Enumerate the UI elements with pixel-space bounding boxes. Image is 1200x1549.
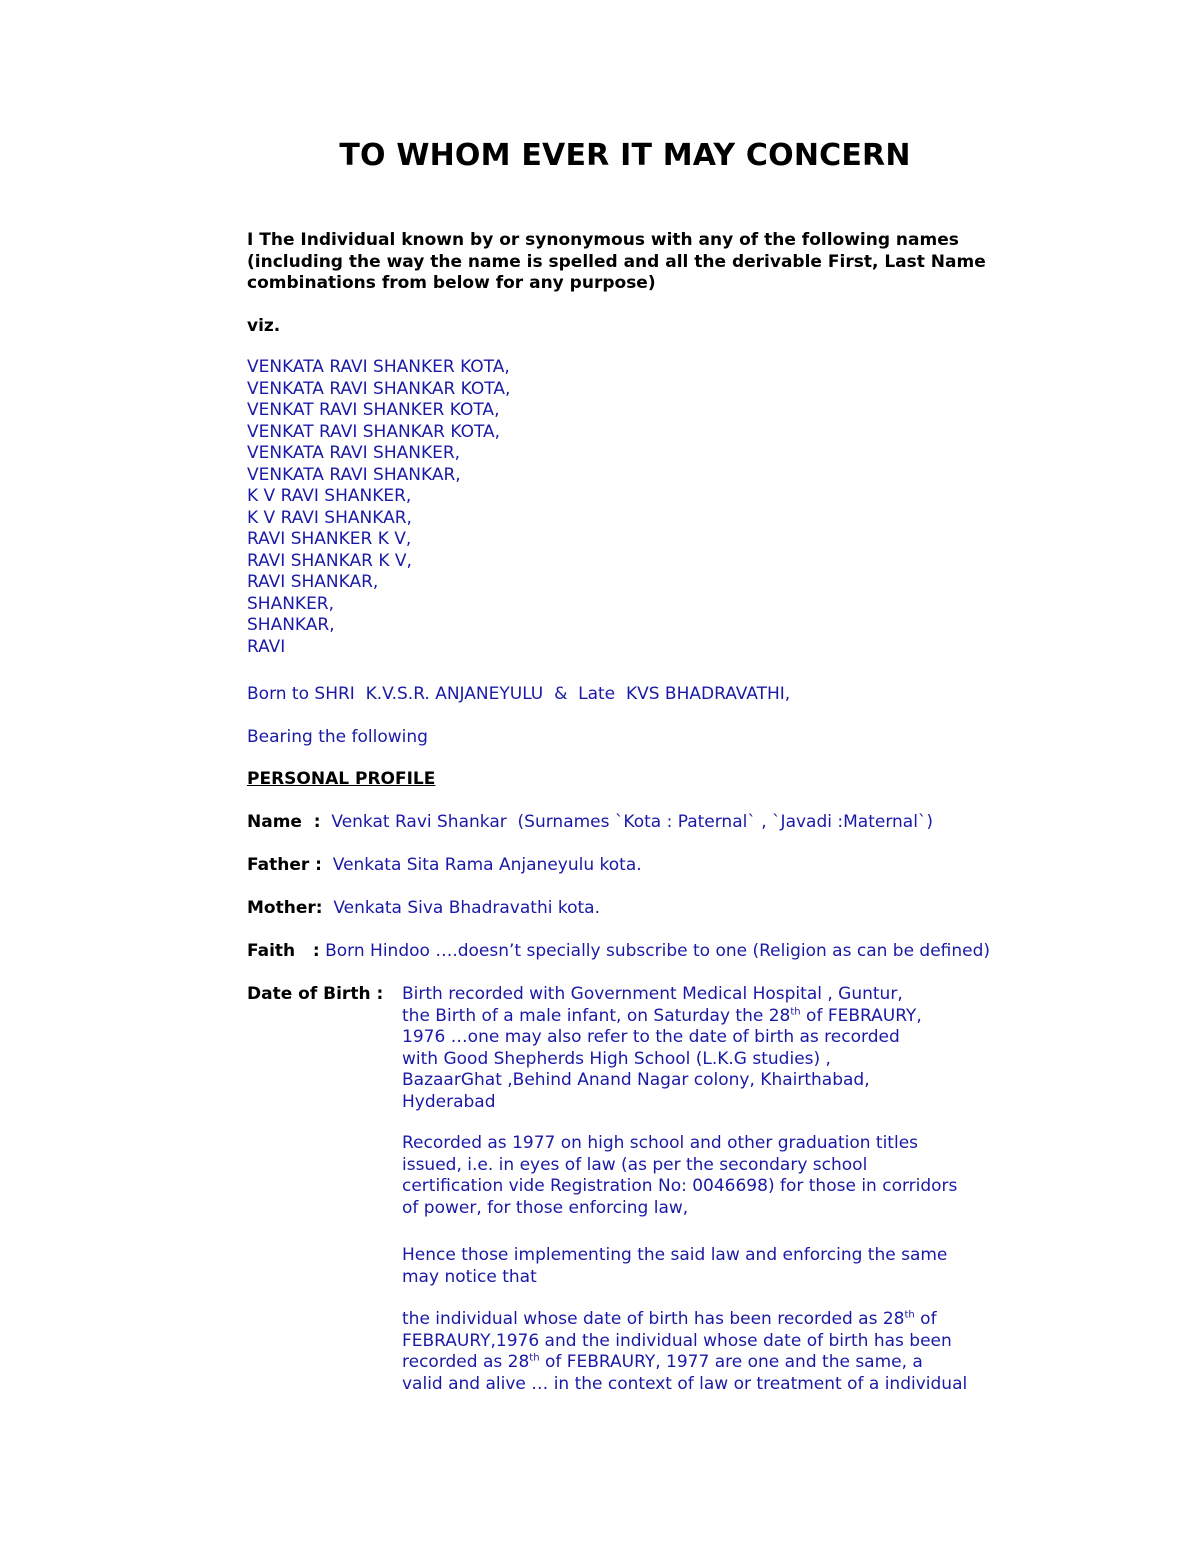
name-item: VENKATA RAVI SHANKAR KOTA, (247, 378, 511, 399)
personal-profile-heading: PERSONAL PROFILE (247, 769, 436, 789)
viz-label: viz. (247, 316, 281, 336)
name-value: Venkat Ravi Shankar (Surnames `Kota : Paternal` , `Javadi :Maternal`) (331, 812, 934, 832)
intro-line: (including the way the name is spelled and all the derivable First, Last Name (247, 251, 986, 272)
dob-line: Recorded as 1977 on high school and other graduation titles (402, 1133, 919, 1153)
faith-value: Born Hindoo ….doesn’t specially subscribe to one (Religion as can be defined) (325, 941, 991, 961)
dob-line: 1976 …one may also refer to the date of birth as recorded (402, 1027, 900, 1047)
dob-line: valid and alive … in the context of law or treatment of a individual (402, 1373, 968, 1394)
names-list (247, 357, 510, 658)
superscript-th: th (790, 1005, 801, 1017)
dob-paragraph-1 (402, 984, 1022, 1113)
born-to-line: Born to SHRI K.V.S.R. ANJANEYULU & Late KVS BHADRAVATHI, (247, 684, 791, 704)
name-item: K V RAVI SHANKER, (247, 486, 412, 506)
name-item: RAVI SHANKAR K V, (247, 550, 412, 571)
father-label: Father : (247, 855, 322, 875)
name-item: VENKATA RAVI SHANKER KOTA, (247, 357, 510, 377)
dob-line: Hyderabad (402, 1091, 496, 1112)
name-item: RAVI (247, 636, 286, 657)
profile-father-row (247, 855, 642, 877)
dob-text: recorded as 28 (402, 1352, 530, 1372)
intro-line: I The Individual known by or synonymous with any of the following names (247, 230, 959, 250)
name-item: RAVI SHANKER K V, (247, 529, 412, 549)
dob-line: FEBRAURY,1976 and the individual whose date of birth has been (402, 1330, 952, 1351)
dob-line: issued, i.e. in eyes of law (as per the secondary school (402, 1154, 868, 1175)
father-value: Venkata Sita Rama Anjaneyulu kota. (332, 855, 642, 875)
dob-line: with Good Shepherds High School (L.K.G studies) , (402, 1048, 831, 1069)
faith-label: Faith : (247, 941, 320, 961)
dob-text: of FEBRAURY, (800, 1005, 922, 1026)
intro-line: combinations from below for any purpose) (247, 273, 656, 293)
name-item: VENKAT RAVI SHANKAR KOTA, (247, 421, 501, 442)
dob-label: Date of Birth : (247, 984, 384, 1004)
name-label: Name : (247, 812, 321, 832)
dob-text: of FEBRAURY, 1977 are one and the same, a (539, 1352, 923, 1372)
profile-mother-row (247, 898, 600, 920)
name-item: VENKATA RAVI SHANKAR, (247, 464, 461, 485)
name-item: VENKAT RAVI SHANKER KOTA, (247, 400, 500, 420)
superscript-th: th (529, 1352, 540, 1364)
name-item: RAVI SHANKAR, (247, 572, 379, 592)
name-item: SHANKAR, (247, 615, 335, 635)
name-item: VENKATA RAVI SHANKER, (247, 443, 461, 463)
mother-value: Venkata Siva Bhadravathi kota. (333, 898, 600, 918)
dob-line: certification vide Registration No: 0046698) for those in corridors (402, 1176, 958, 1196)
dob-text: of (914, 1309, 937, 1329)
superscript-th: th (904, 1309, 915, 1321)
bearing-line: Bearing the following (247, 727, 428, 747)
dob-line: Birth recorded with Government Medical Hospital , Guntur, (402, 984, 903, 1004)
dob-line: may notice that (402, 1266, 537, 1287)
dob-line: of power, for those enforcing law, (402, 1197, 689, 1218)
dob-paragraph-2 (402, 1133, 1022, 1219)
mother-label: Mother: (247, 898, 323, 918)
dob-line (402, 1006, 1022, 1028)
profile-dob-row (247, 984, 383, 1006)
document-title: TO WHOM EVER IT MAY CONCERN (339, 138, 911, 173)
name-item: SHANKER, (247, 593, 335, 614)
dob-line: BazaarGhat ,Behind Anand Nagar colony, Khairthabad, (402, 1070, 870, 1090)
dob-paragraph-3 (402, 1245, 1022, 1288)
dob-paragraph-4 (402, 1309, 1022, 1395)
dob-text: the individual whose date of birth has been recorded as 28 (402, 1309, 905, 1329)
name-item: K V RAVI SHANKAR, (247, 507, 412, 528)
intro-paragraph (247, 230, 1047, 295)
dob-text: the Birth of a male infant, on Saturday the 28 (402, 1005, 791, 1026)
profile-name-row (247, 812, 933, 834)
dob-line (402, 1309, 1022, 1331)
dob-line: Hence those implementing the said law and enforcing the same (402, 1245, 948, 1265)
profile-faith-row (247, 941, 990, 963)
dob-line (402, 1352, 1022, 1374)
